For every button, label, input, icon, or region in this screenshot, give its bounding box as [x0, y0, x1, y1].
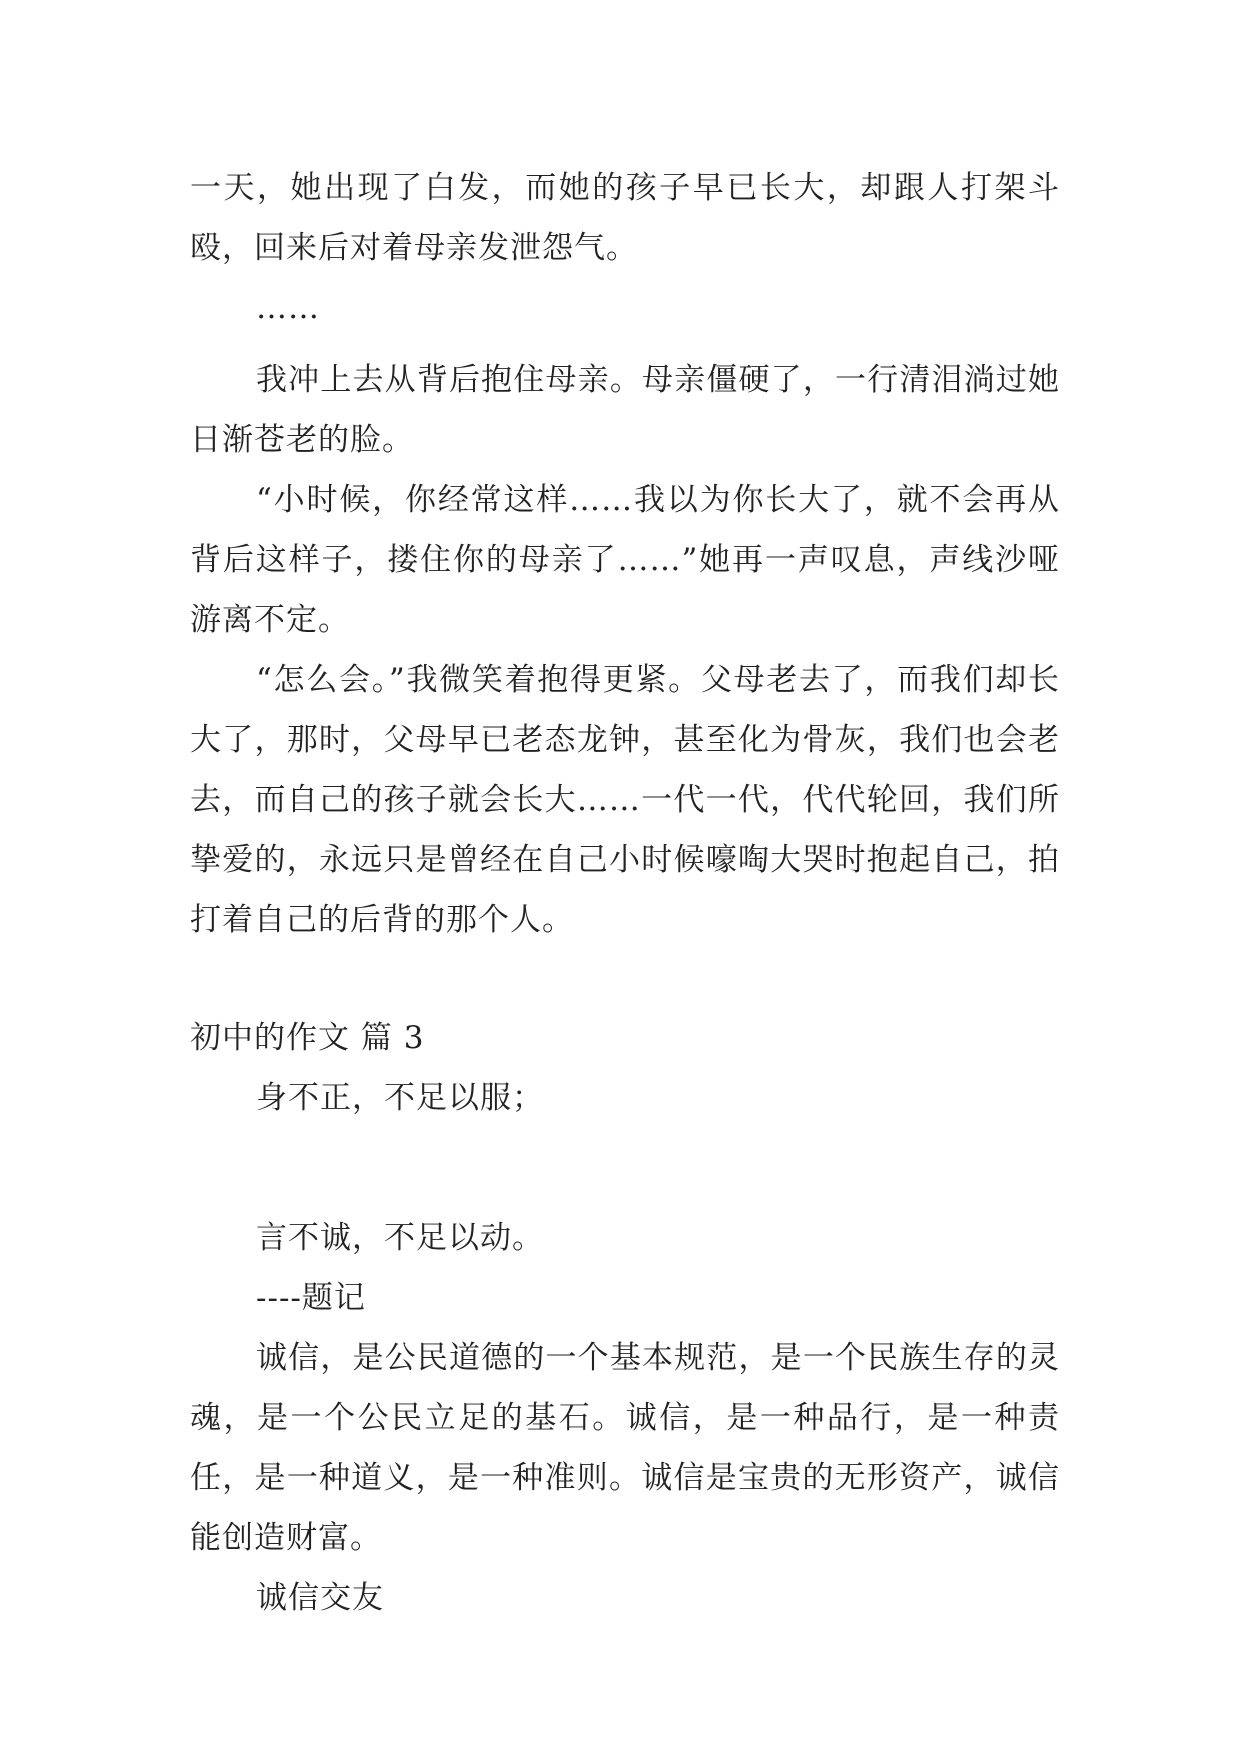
paragraph: 言不诚，不足以动。	[256, 1220, 544, 1256]
paragraph: 诚信交友	[256, 1580, 384, 1616]
ellipsis-line: ……	[256, 290, 320, 326]
paragraph: “小时候，你经常这样……我以为你长大了，就不会再从背后这样子，搂住你的母亲了……”她再一声叹息，声线沙哑游离不定。	[190, 482, 1060, 638]
document-body	[190, 158, 1060, 1628]
spacer	[190, 950, 1060, 1008]
paragraph: “怎么会。”我微笑着抱得更紧。父母老去了，而我们却长大了，那时，父母早已老态龙钟，甚至化为骨灰，我们也会老去，而自己的孩子就会长大……一代一代，代代轮回，我们所挚爱的，永远只是曾经在自己小时候嚎啕大哭时抱起自己，拍打着自己的后背的那个人。	[190, 662, 1060, 938]
spacer	[190, 338, 1060, 350]
section-heading: 初中的作文 篇 3	[190, 1020, 425, 1056]
spacer	[190, 1168, 1060, 1208]
paragraph: 我冲上去从背后抱住母亲。母亲僵硬了，一行清泪淌过她日渐苍老的脸。	[190, 362, 1060, 458]
paragraph: 诚信，是公民道德的一个基本规范，是一个民族生存的灵魂，是一个公民立足的基石。诚信，是一种品行，是一种责任，是一种道义，是一种准则。诚信是宝贵的无形资产，诚信能创造财富。	[190, 1340, 1060, 1556]
epigraph-label: ----题记	[256, 1280, 366, 1316]
spacer	[190, 1128, 1060, 1168]
paragraph: 一天，她出现了白发，而她的孩子早已长大，却跟人打架斗殴，回来后对着母亲发泄怨气。	[190, 170, 1060, 266]
paragraph: 身不正，不足以服；	[256, 1080, 544, 1116]
